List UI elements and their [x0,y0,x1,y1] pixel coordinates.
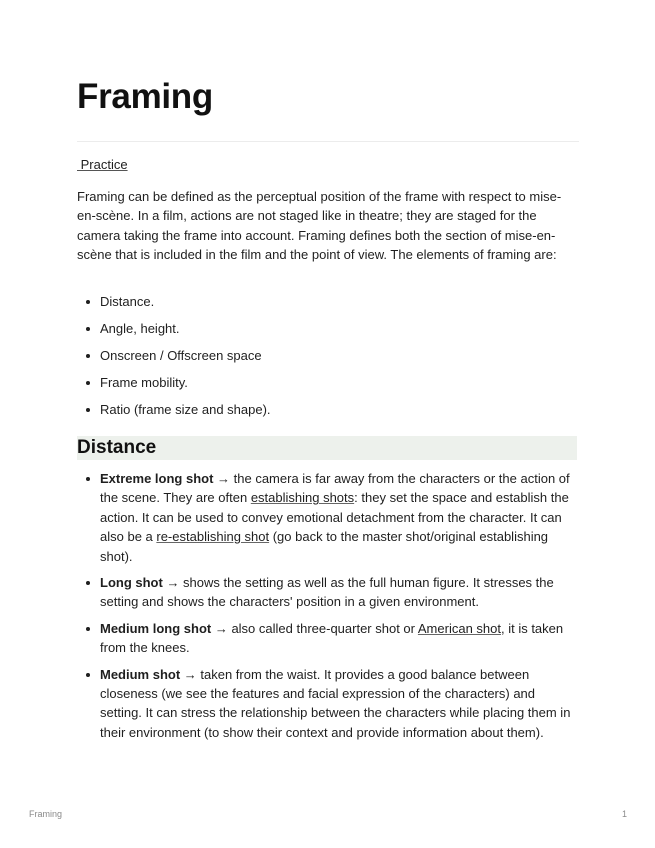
framing-elements-list [77,292,577,427]
american-shot-link[interactable]: American shot [417,620,501,636]
item-text: → taken from the waist. It provides a good balance between closeness (we see the features and facial expression of the characters) and setting. It can stress the relationship between the characters while placing them in their environment (to show their context and provide information about them). [100,666,571,740]
intro-paragraph: Framing can be defined as the perceptual position of the frame with respect to mise-en-scène. In a film, actions are not staged like in theatre; they are staged for the camera taking the frame into account. Framing defines both the section of mise-en-scène that is included in the film and the point of view. The elements of framing are: [77,189,562,263]
term-label: Long shot [100,575,163,591]
term-label: Medium shot [100,666,181,682]
term-label: Extreme long shot [100,471,214,486]
list-item: Frame mobility. [77,373,577,392]
establishing-shots-link[interactable]: establishing shots [250,490,355,506]
list-item-medium-shot [77,665,577,743]
footer-page-number: 1 [622,809,628,819]
distance-list [77,469,577,749]
list-item-medium-long-shot [77,619,577,658]
list-item: Distance. [77,292,577,311]
page-title: Framing [77,77,213,116]
list-item: Angle, height. [77,319,577,338]
item-text: → also called three-quarter shot or [211,620,418,636]
section-heading-distance: Distance [77,436,577,460]
item-text: → the camera is far away from the characters or the action of the scene. They are often [100,471,570,506]
item-text: , it is taken from the knees. [100,620,564,656]
term-label: Medium long shot [100,620,212,636]
list-item-extreme-long-shot [77,469,577,566]
item-text: → shows the setting as well as the full human figure. It stresses the setting and shows the characters' position in a given environment. [100,575,554,610]
list-item: Ratio (frame size and shape). [77,400,577,419]
list-item-long-shot [77,573,577,612]
practice-link[interactable]: Practice [77,157,128,172]
item-text: : they set the space and establish the action. It can be used to convey emotional detachment from the character. It can also be a [100,490,569,545]
list-item: Onscreen / Offscreen space [77,346,577,365]
re-establishing-shot-link[interactable]: re-establishing shot [156,529,270,545]
title-divider [77,141,579,142]
item-text: (go back to the master shot/original establishing shot). [100,529,549,564]
footer-doc-title: Framing [29,809,63,819]
